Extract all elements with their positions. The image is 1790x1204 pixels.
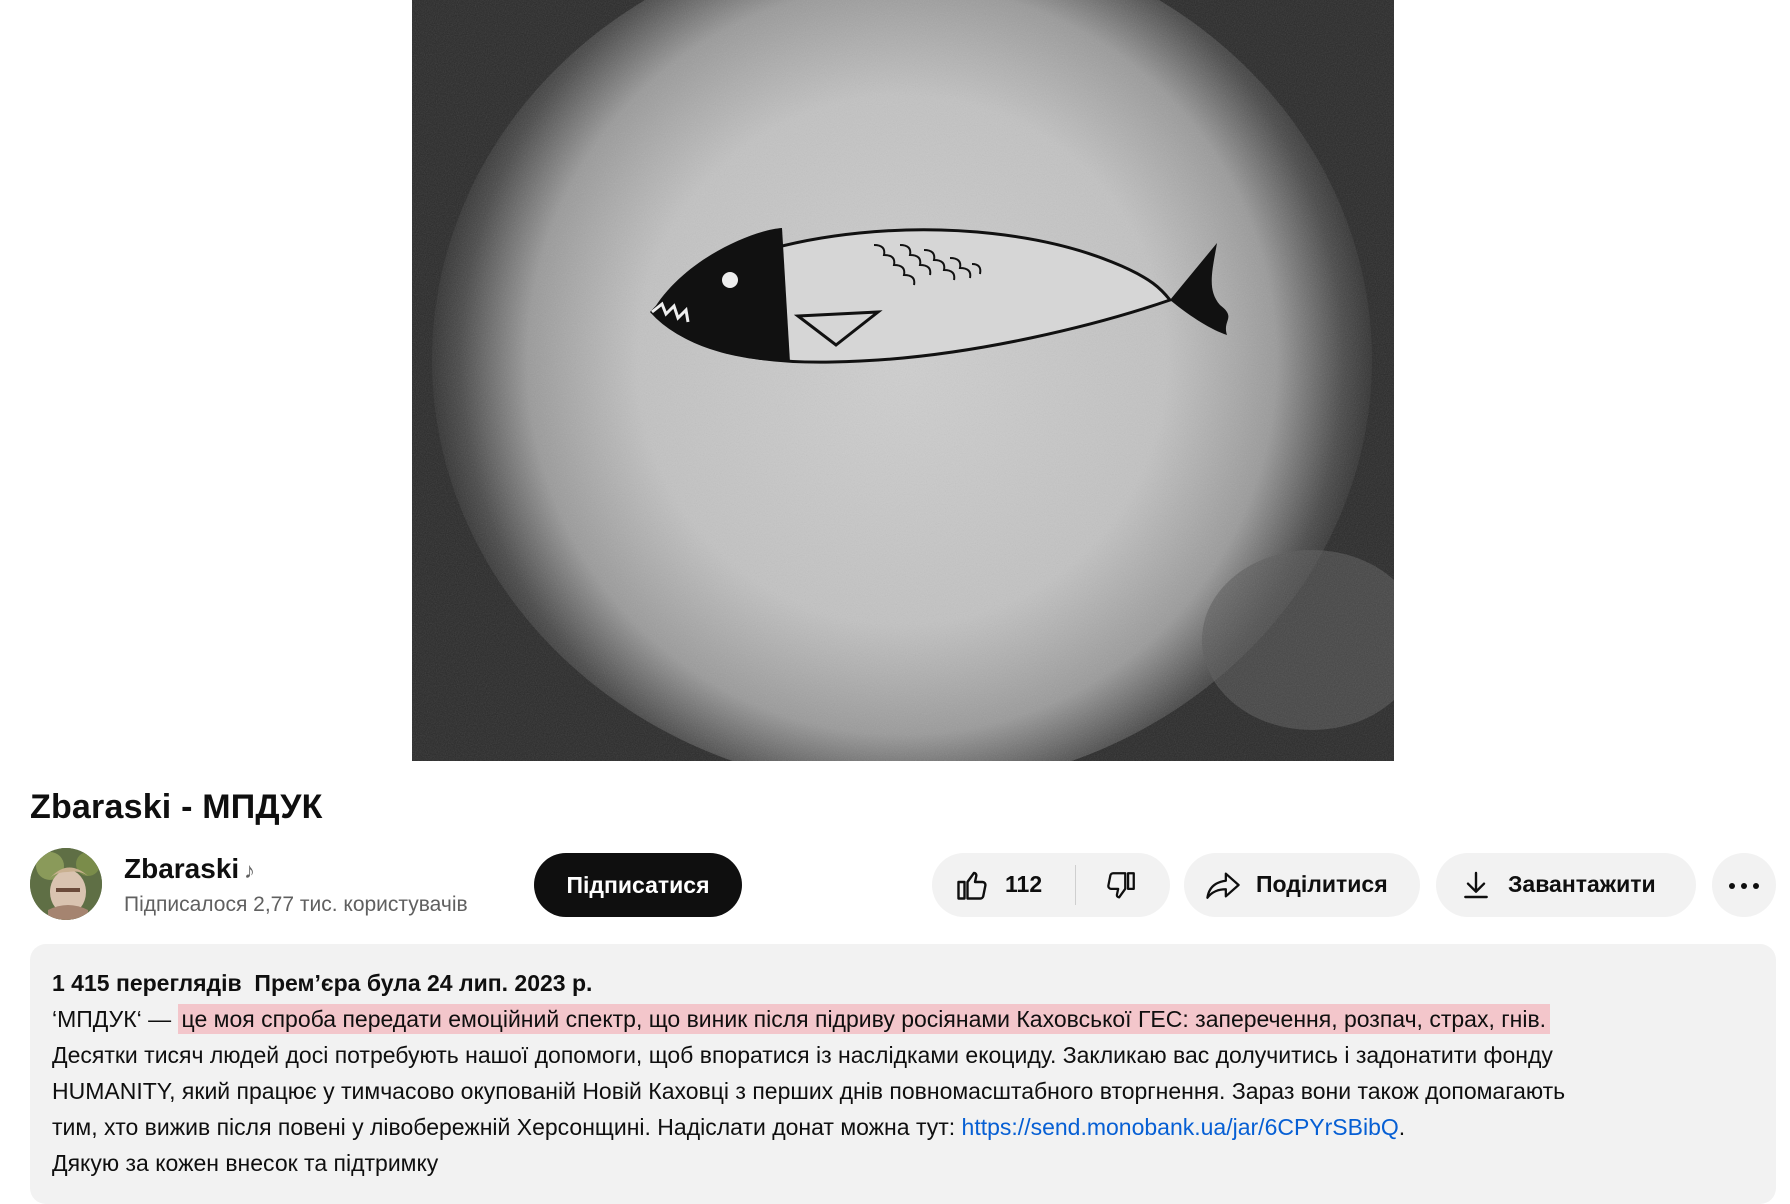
channel-avatar[interactable] bbox=[30, 848, 102, 920]
video-artwork bbox=[412, 0, 1394, 761]
channel-name[interactable]: Zbaraski bbox=[124, 853, 240, 884]
dislike-button[interactable] bbox=[1078, 853, 1170, 917]
download-button[interactable] bbox=[1436, 853, 1696, 917]
view-count: 1 415 переглядів bbox=[52, 970, 242, 996]
download-icon bbox=[1460, 868, 1492, 902]
description-line: Десятки тисяч людей досі потребують нашої допомоги, щоб впоратися із наслідками екоциду. Закликаю вас долучитись і задонатити фонду bbox=[52, 1042, 1553, 1068]
description-line: HUMANITY, який працює у тимчасово окупованій Новій Каховці з перших днів повномасштабного вторгнення. Зараз вони також допомагають bbox=[52, 1078, 1566, 1104]
like-dislike-group bbox=[932, 853, 1170, 917]
subscriber-count: Підписалося 2,77 тис. користувачів bbox=[124, 893, 468, 916]
thumbs-up-icon bbox=[954, 867, 990, 903]
more-horizontal-icon bbox=[1729, 883, 1759, 889]
like-divider bbox=[1075, 865, 1076, 905]
share-button[interactable] bbox=[1184, 853, 1420, 917]
highlighted-text: це моя спроба передати емоційний спектр, що виник після підриву росіянами Каховської ГЕС: заперечення, розпач, страх, гнів. bbox=[178, 1004, 1551, 1034]
description-line: Дякую за кожен внесок та підтримку bbox=[52, 1150, 439, 1176]
share-label: Поділитися bbox=[1256, 871, 1388, 897]
description-box[interactable] bbox=[30, 944, 1776, 1204]
subscribe-button[interactable]: Підписатися bbox=[534, 853, 742, 917]
description-text: тим, хто вижив після повені у лівобережній Херсонщині. Надіслати донат можна тут: bbox=[52, 1114, 962, 1140]
donation-link[interactable]: https://send.monobank.ua/jar/6CPYrSBibQ bbox=[961, 1114, 1399, 1140]
avatar-image bbox=[30, 848, 102, 920]
video-title: Zbaraski - МПДУК bbox=[30, 788, 323, 826]
download-label: Завантажити bbox=[1508, 871, 1656, 897]
video-player[interactable] bbox=[412, 0, 1394, 761]
description-line bbox=[52, 1006, 1550, 1033]
description-text: . bbox=[1398, 1114, 1406, 1140]
more-actions-button[interactable] bbox=[1712, 853, 1776, 917]
music-note-icon: ♪ bbox=[244, 858, 255, 883]
description-text: ‘МПДУК‘ — bbox=[52, 1006, 178, 1032]
description-meta bbox=[52, 970, 592, 997]
like-button[interactable] bbox=[932, 853, 1077, 917]
share-icon bbox=[1204, 868, 1242, 902]
like-count: 112 bbox=[1005, 871, 1043, 897]
description-line bbox=[52, 1114, 1405, 1141]
thumbs-down-icon bbox=[1104, 869, 1138, 903]
premiere-date: Прем’єра була 24 лип. 2023 р. bbox=[254, 970, 593, 996]
